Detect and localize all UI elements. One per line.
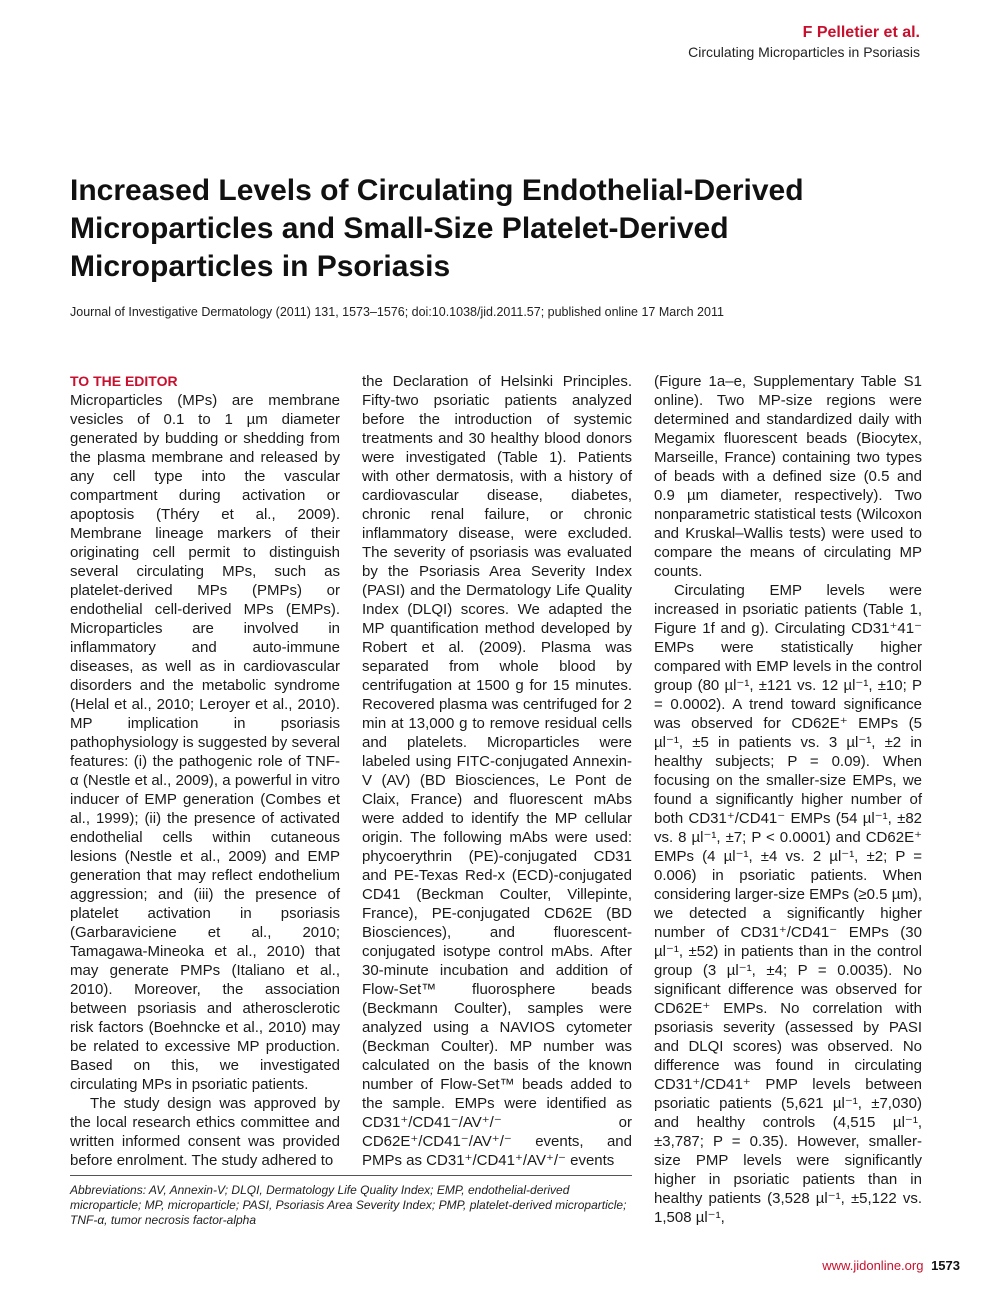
paragraph: The study design was approved by the local research ethics committee and written informed consent was provided before enrolment. The study adhered to — [70, 1095, 340, 1169]
citation-line: Journal of Investigative Dermatology (2011) 131, 1573–1576; doi:10.1038/jid.2011.57; published online 17 March 2011 — [70, 305, 724, 319]
title-line: Increased Levels of Circulating Endothelial-Derived — [70, 174, 804, 207]
author-name: F Pelletier — [802, 24, 880, 41]
page-number: 1573 — [931, 1258, 960, 1273]
paragraph: (Figure 1a–e, Supplementary Table S1 online). Two MP-size regions were determined and standardized daily with Megamix fluorescent beads (Biocytex, Marseille, France) containing two types of beads with a defined size (0.5 and 0.9 µm diameter, respectively). Two nonparametric statistical tests (Wilcoxon and Kruskal–Wallis tests) were used to compare the means of circulating MP counts. — [654, 373, 922, 580]
article-title — [70, 172, 870, 286]
paragraph: Circulating EMP levels were increased in psoriatic patients (Table 1, Figure 1f and g). Circulating CD31⁺41⁻ EMPs were statistically higher compared with EMP levels in the control group (80 µl⁻¹, ±121 vs. 12 µl⁻¹, ±10; P = 0.0002). A trend toward significance was observed for CD62E⁺ EMPs (5 µl⁻¹, ±5 in patients vs. 3 µl⁻¹, ±2 in healthy subjects; P = 0.09). When focusing on the smaller-size EMPs, we found a significantly higher number of both CD31⁺/CD41⁻ EMPs (54 µl⁻¹, ±82 vs. 8 µl⁻¹, ±7; P < 0.0001) and CD62E⁺ EMPs (4 µl⁻¹, ±4 vs. 2 µl⁻¹, ±2; P = 0.006) in psoriatic patients. When considering larger-size EMPs (≥0.5 µm), we detected a significantly higher number of CD31⁺/CD41⁻ EMPs (30 µl⁻¹, ±52) in patients than in the control group (3 µl⁻¹, ±4; P = 0.0035). No significant difference was observed for CD62E⁺ EMPs. No correlation with psoriasis severity (assessed by PASI and DLQI scores) was observed. No difference was found in circulating CD31⁺/CD41⁺ PMP levels between psoriatic patients (5,621 µl⁻¹, ±7,030) and healthy controls (4,515 µl⁻¹, ±3,787; P = 0.35). However, smaller-size PMP levels were significantly higher in psoriatic patients than in healthy patients (3,528 µl⁻¹, ±5,122 vs. 1,508 µl⁻¹, — [654, 582, 922, 1226]
footnote-divider — [70, 1175, 632, 1176]
running-head-title: Circulating Microparticles in Psoriasis — [688, 44, 920, 60]
title-line: Microparticles in Psoriasis — [70, 250, 451, 283]
paragraph: Microparticles (MPs) are membrane vesicles of 0.1 to 1 µm diameter generated by budding or shedding from the plasma membrane and released by any cell type into the vascular compartment during activation or apoptosis (Théry et al., 2009). Membrane lineage markers of their originating cell permit to distinguish several circulating MPs, such as platelet-derived MPs (PMPs) or endothelial cell-derived MPs (EMPs). Microparticles are involved in inflammatory and auto-immune diseases, as well as in cardiovascular disorders and the metabolic syndrome (Helal et al., 2010; Leroyer et al., 2010). MP implication in psoriasis pathophysiology is suggested by several features: (i) the pathogenic role of TNF-α (Nestle et al., 2009), a powerful in vitro inducer of EMP generation (Combes et al., 1999); (ii) the presence of activated endothelial cells within cutaneous lesions (Nestle et al., 2009) and EMP generation that may reflect endothelium aggression; and (iii) the presence of platelet activation in psoriasis (Garbaraviciene et al., 2010; Tamagawa-Mineoka et al., 2010) that may generate PMPs (Italiano et al., 2010). Moreover, the association between psoriasis and atherosclerotic risk factors (Boehncke et al., 2010) may be related to excessive MP production. Based on this, we investigated circulating MPs in psoriatic patients. — [70, 392, 340, 1093]
text-column-2 — [362, 372, 632, 1170]
author-et-al: et al. — [879, 24, 920, 41]
text-column-1 — [70, 372, 340, 1170]
section-heading: TO THE EDITOR — [70, 373, 178, 389]
title-line: Microparticles and Small-Size Platelet-Derived — [70, 212, 729, 245]
page-footer — [822, 1258, 960, 1273]
running-head-author — [803, 24, 920, 42]
journal-url-link[interactable]: www.jidonline.org — [822, 1258, 924, 1273]
text-column-3 — [654, 372, 922, 1227]
abbreviations-footnote: Abbreviations: AV, Annexin-V; DLQI, Dermatology Life Quality Index; EMP, endothelial-derived microparticle; MP, microparticle; PASI, Psoriasis Area Severity Index; PMP, platelet-derived microparticle; TNF-α, tumor necrosis factor-alpha — [70, 1183, 627, 1227]
paragraph: the Declaration of Helsinki Principles. Fifty-two psoriatic patients analyzed before the introduction of systemic treatments and 30 healthy blood donors were investigated (Table 1). Patients with other dermatosis, with a history of cardiovascular disease, diabetes, chronic renal failure, or chronic inflammatory disease, were excluded. The severity of psoriasis was evaluated by the Psoriasis Area Severity Index (PASI) and the Dermatology Life Quality Index (DLQI) scores. We adapted the MP quantification method developed by Robert et al. (2009). Plasma was separated from whole blood by centrifugation at 1500 g for 15 minutes. Recovered plasma was centrifuged for 2 min at 13,000 g to remove residual cells and platelets. Microparticles were labeled using FITC-conjugated Annexin-V (AV) (BD Biosciences, Le Pont de Claix, France) and fluorescent mAbs were added to identify the MP cellular origin. The following mAbs were used: phycoerythrin (PE)-conjugated CD31 and PE-Texas Red-x (ECD)-conjugated CD41 (Beckman Coulter, Villepinte, France), PE-conjugated CD62E (BD Biosciences), and fluorescent-conjugated isotype control mAbs. After 30-minute incubation and addition of Flow-Set™ fluorosphere beads (Beckmann Coulter), samples were analyzed using a NAVIOS cytometer (Beckman Coulter). MP number was calculated on the basis of the known number of Flow-Set™ beads added to the sample. EMPs were identified as CD31⁺/CD41⁻/AV⁺/⁻ or CD62E⁺/CD41⁻/AV⁺/⁻ events, and PMPs as CD31⁺/CD41⁺/AV⁺/⁻ events — [362, 373, 632, 1169]
